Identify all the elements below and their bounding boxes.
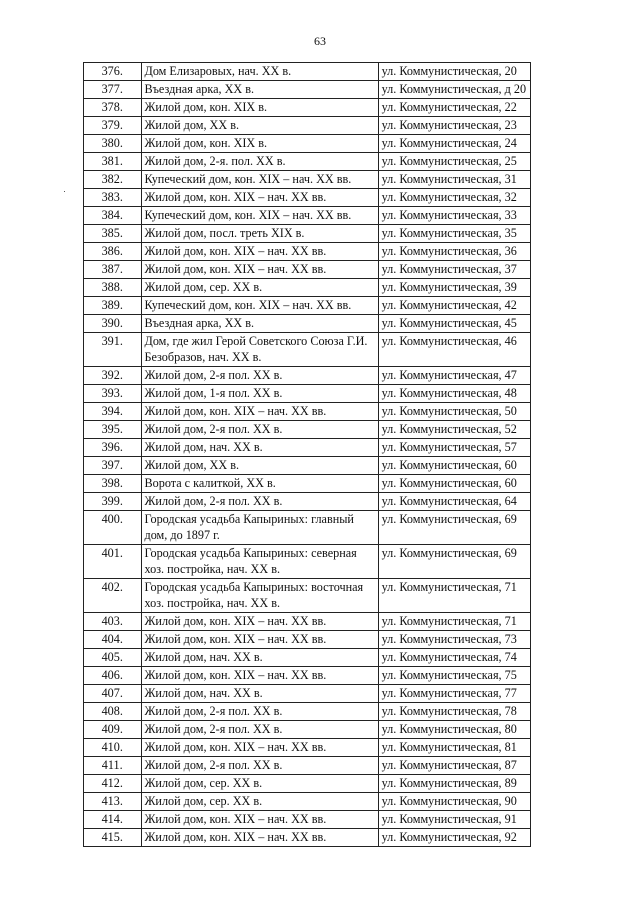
object-address: ул. Коммунистическая, 60 [378, 457, 530, 475]
row-number: 408. [84, 703, 142, 721]
object-name: Жилой дом, кон. XIX в. [141, 99, 378, 117]
table-row [84, 189, 531, 207]
object-address: ул. Коммунистическая, 42 [378, 297, 530, 315]
table-row [84, 333, 531, 367]
table-row [84, 171, 531, 189]
row-number: 401. [84, 545, 142, 579]
heritage-objects-table [83, 62, 531, 847]
table-row [84, 153, 531, 171]
object-address: ул. Коммунистическая, 57 [378, 439, 530, 457]
table-row [84, 367, 531, 385]
table-row [84, 135, 531, 153]
object-name: Жилой дом, нач. XX в. [141, 649, 378, 667]
table-row [84, 207, 531, 225]
object-address: ул. Коммунистическая, 92 [378, 829, 530, 847]
row-number: 386. [84, 243, 142, 261]
row-number: 395. [84, 421, 142, 439]
row-number: 393. [84, 385, 142, 403]
object-address: ул. Коммунистическая, 91 [378, 811, 530, 829]
object-name: Жилой дом, 2-я пол. XX в. [141, 757, 378, 775]
object-address: ул. Коммунистическая, 69 [378, 511, 530, 545]
row-number: 402. [84, 579, 142, 613]
table-row [84, 493, 531, 511]
row-number: 385. [84, 225, 142, 243]
object-address: ул. Коммунистическая, 24 [378, 135, 530, 153]
table-row [84, 225, 531, 243]
row-number: 398. [84, 475, 142, 493]
object-address: ул. Коммунистическая, 64 [378, 493, 530, 511]
object-address: ул. Коммунистическая, 46 [378, 333, 530, 367]
row-number: 388. [84, 279, 142, 297]
table-row [84, 613, 531, 631]
row-number: 396. [84, 439, 142, 457]
object-address: ул. Коммунистическая, д 20 [378, 81, 530, 99]
object-name: Купеческий дом, кон. XIX – нач. XX вв. [141, 171, 378, 189]
object-name: Жилой дом, кон. XIX – нач. XX вв. [141, 243, 378, 261]
object-address: ул. Коммунистическая, 50 [378, 403, 530, 421]
scan-speck [64, 191, 65, 192]
row-number: 380. [84, 135, 142, 153]
object-name: Жилой дом, XX в. [141, 457, 378, 475]
object-name: Жилой дом, кон. XIX – нач. XX вв. [141, 811, 378, 829]
object-address: ул. Коммунистическая, 71 [378, 579, 530, 613]
object-name: Жилой дом, кон. XIX – нач. XX вв. [141, 189, 378, 207]
table-row [84, 457, 531, 475]
table-row [84, 811, 531, 829]
object-name: Жилой дом, кон. XIX – нач. XX вв. [141, 613, 378, 631]
object-name: Жилой дом, 2-я пол. XX в. [141, 367, 378, 385]
object-address: ул. Коммунистическая, 52 [378, 421, 530, 439]
object-name: Купеческий дом, кон. XIX – нач. XX вв. [141, 207, 378, 225]
row-number: 410. [84, 739, 142, 757]
row-number: 378. [84, 99, 142, 117]
object-address: ул. Коммунистическая, 36 [378, 243, 530, 261]
object-address: ул. Коммунистическая, 73 [378, 631, 530, 649]
object-address: ул. Коммунистическая, 22 [378, 99, 530, 117]
row-number: 411. [84, 757, 142, 775]
table-row [84, 757, 531, 775]
object-name: Жилой дом, 2-я пол. XX в. [141, 703, 378, 721]
row-number: 413. [84, 793, 142, 811]
object-name: Жилой дом, кон. XIX – нач. XX вв. [141, 631, 378, 649]
row-number: 391. [84, 333, 142, 367]
object-address: ул. Коммунистическая, 39 [378, 279, 530, 297]
object-name: Жилой дом, сер. XX в. [141, 793, 378, 811]
row-number: 403. [84, 613, 142, 631]
object-name: Городская усадьба Капыриных: главный дом, до 1897 г. [141, 511, 378, 545]
object-address: ул. Коммунистическая, 90 [378, 793, 530, 811]
object-address: ул. Коммунистическая, 80 [378, 721, 530, 739]
row-number: 377. [84, 81, 142, 99]
row-number: 412. [84, 775, 142, 793]
object-name: Жилой дом, 2-я пол. XX в. [141, 421, 378, 439]
object-address: ул. Коммунистическая, 47 [378, 367, 530, 385]
table-row [84, 279, 531, 297]
object-name: Жилой дом, сер. XX в. [141, 279, 378, 297]
object-name: Ворота с калиткой, XX в. [141, 475, 378, 493]
table-row [84, 511, 531, 545]
table-row [84, 721, 531, 739]
table-row [84, 667, 531, 685]
table-row [84, 403, 531, 421]
object-address: ул. Коммунистическая, 23 [378, 117, 530, 135]
table-row [84, 81, 531, 99]
table-row [84, 475, 531, 493]
object-name: Жилой дом, 2-я. пол. XX в. [141, 153, 378, 171]
table-row [84, 99, 531, 117]
object-address: ул. Коммунистическая, 33 [378, 207, 530, 225]
table-row [84, 243, 531, 261]
object-address: ул. Коммунистическая, 60 [378, 475, 530, 493]
object-name: Дом Елизаровых, нач. XX в. [141, 63, 378, 81]
object-name: Жилой дом, сер. XX в. [141, 775, 378, 793]
row-number: 414. [84, 811, 142, 829]
table-row [84, 261, 531, 279]
object-address: ул. Коммунистическая, 78 [378, 703, 530, 721]
object-name: Городская усадьба Капыриных: восточная хоз. постройка, нач. XX в. [141, 579, 378, 613]
object-address: ул. Коммунистическая, 81 [378, 739, 530, 757]
object-name: Городская усадьба Капыриных: северная хоз. постройка, нач. XX в. [141, 545, 378, 579]
table-row [84, 579, 531, 613]
object-address: ул. Коммунистическая, 74 [378, 649, 530, 667]
object-address: ул. Коммунистическая, 45 [378, 315, 530, 333]
table-row [84, 703, 531, 721]
table-row [84, 631, 531, 649]
row-number: 387. [84, 261, 142, 279]
object-name: Купеческий дом, кон. XIX – нач. XX вв. [141, 297, 378, 315]
object-name: Жилой дом, кон. XIX – нач. XX вв. [141, 739, 378, 757]
object-name: Дом, где жил Герой Советского Союза Г.И. Безобразов, нач. XX в. [141, 333, 378, 367]
table-row [84, 63, 531, 81]
object-name: Жилой дом, 2-я пол. XX в. [141, 493, 378, 511]
table-row [84, 739, 531, 757]
object-name: Жилой дом, 2-я пол. XX в. [141, 721, 378, 739]
row-number: 406. [84, 667, 142, 685]
object-address: ул. Коммунистическая, 37 [378, 261, 530, 279]
object-address: ул. Коммунистическая, 87 [378, 757, 530, 775]
row-number: 415. [84, 829, 142, 847]
object-name: Жилой дом, XX в. [141, 117, 378, 135]
table-row [84, 421, 531, 439]
row-number: 376. [84, 63, 142, 81]
row-number: 409. [84, 721, 142, 739]
table-row [84, 297, 531, 315]
table-row [84, 439, 531, 457]
table-row [84, 545, 531, 579]
object-address: ул. Коммунистическая, 69 [378, 545, 530, 579]
object-address: ул. Коммунистическая, 89 [378, 775, 530, 793]
row-number: 407. [84, 685, 142, 703]
object-name: Жилой дом, кон. XIX – нач. XX вв. [141, 829, 378, 847]
row-number: 404. [84, 631, 142, 649]
row-number: 382. [84, 171, 142, 189]
table-row [84, 829, 531, 847]
object-name: Въездная арка, XX в. [141, 81, 378, 99]
object-address: ул. Коммунистическая, 25 [378, 153, 530, 171]
object-address: ул. Коммунистическая, 32 [378, 189, 530, 207]
object-name: Жилой дом, кон. XIX – нач. XX вв. [141, 403, 378, 421]
row-number: 390. [84, 315, 142, 333]
row-number: 381. [84, 153, 142, 171]
table-row [84, 315, 531, 333]
row-number: 397. [84, 457, 142, 475]
table-row [84, 649, 531, 667]
row-number: 379. [84, 117, 142, 135]
row-number: 405. [84, 649, 142, 667]
object-address: ул. Коммунистическая, 48 [378, 385, 530, 403]
object-address: ул. Коммунистическая, 35 [378, 225, 530, 243]
row-number: 394. [84, 403, 142, 421]
table-row [84, 117, 531, 135]
object-address: ул. Коммунистическая, 31 [378, 171, 530, 189]
object-name: Жилой дом, кон. XIX в. [141, 135, 378, 153]
table-body [84, 63, 531, 847]
table-row [84, 775, 531, 793]
row-number: 389. [84, 297, 142, 315]
table-row [84, 793, 531, 811]
table-row [84, 685, 531, 703]
row-number: 400. [84, 511, 142, 545]
object-name: Въездная арка, XX в. [141, 315, 378, 333]
object-name: Жилой дом, посл. треть XIX в. [141, 225, 378, 243]
row-number: 392. [84, 367, 142, 385]
object-address: ул. Коммунистическая, 77 [378, 685, 530, 703]
object-name: Жилой дом, 1-я пол. XX в. [141, 385, 378, 403]
table-row [84, 385, 531, 403]
row-number: 383. [84, 189, 142, 207]
page-number: 63 [314, 34, 326, 48]
object-name: Жилой дом, нач. XX в. [141, 685, 378, 703]
object-name: Жилой дом, кон. XIX – нач. XX вв. [141, 261, 378, 279]
object-name: Жилой дом, нач. XX в. [141, 439, 378, 457]
object-address: ул. Коммунистическая, 71 [378, 613, 530, 631]
row-number: 399. [84, 493, 142, 511]
object-address: ул. Коммунистическая, 20 [378, 63, 530, 81]
object-name: Жилой дом, кон. XIX – нач. XX вв. [141, 667, 378, 685]
object-address: ул. Коммунистическая, 75 [378, 667, 530, 685]
row-number: 384. [84, 207, 142, 225]
